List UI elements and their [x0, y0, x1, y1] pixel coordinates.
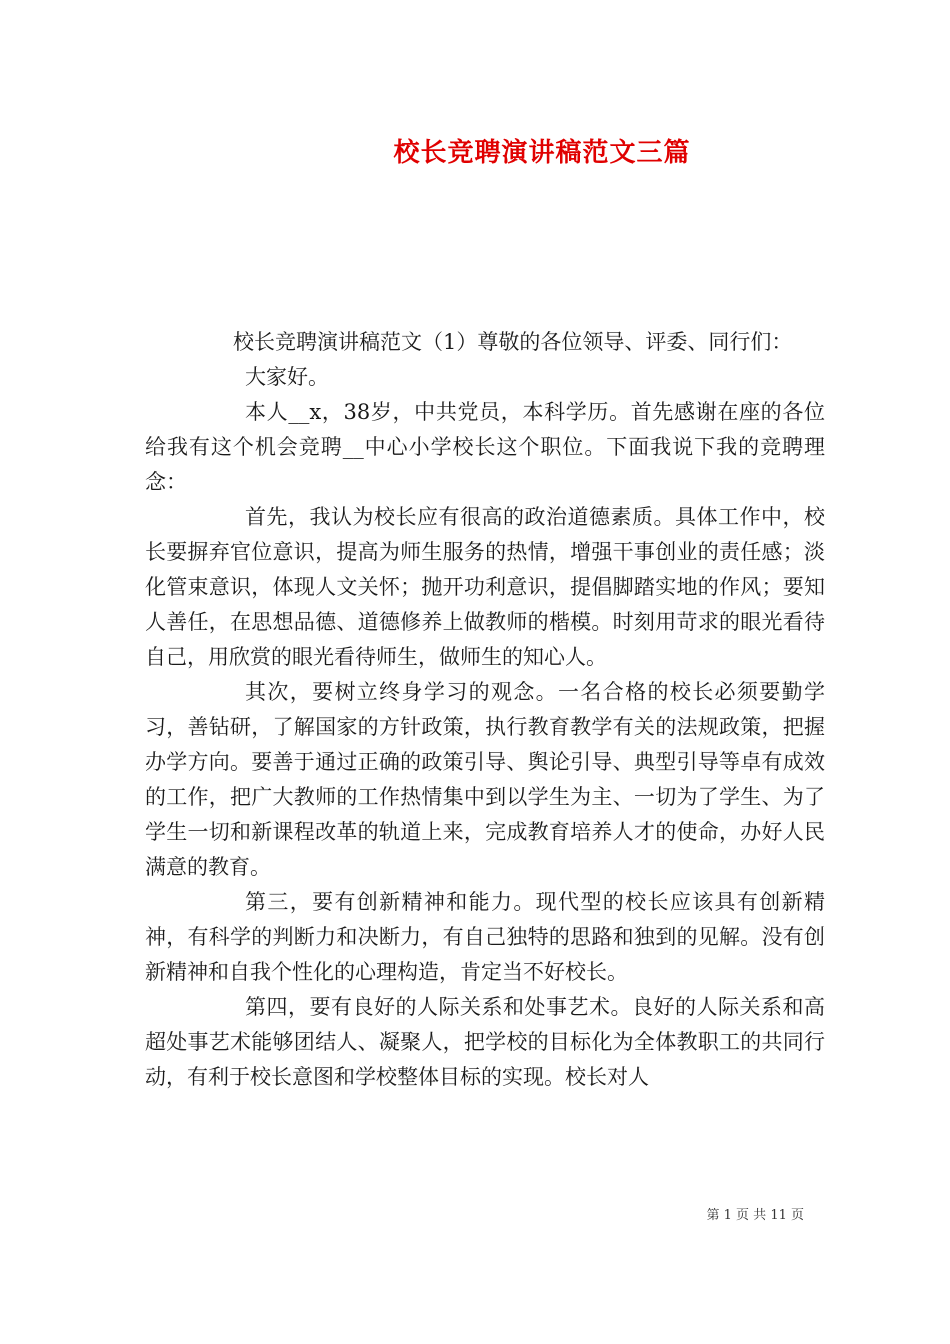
intro-paragraph: 本人__x，38岁，中共党员，本科学历。首先感谢在座的各位给我有这个机会竞聘__中心小学校长这个职位。下面我说下我的竞聘理念： [145, 400, 825, 494]
document-title: 校长竞聘演讲稿范文三篇 [393, 138, 691, 168]
point-three-paragraph: 第三，要有创新精神和能力。现代型的校长应该具有创新精神，有科学的判断力和决断力，有自己独特的思路和独到的见解。没有创新精神和自我个性化的心理构造，肯定当不好校长。 [145, 890, 825, 984]
page-number-footer: 第 1 页 共 11 页 [706, 1208, 804, 1223]
point-two-paragraph: 其次，要树立终身学习的观念。一名合格的校长必须要勤学习，善钻研，了解国家的方针政策，执行教育教学有关的法规政策，把握办学方向。要善于通过正确的政策引导、舆论引导、典型引导等卓有成效的工作，把广大教师的工作热情集中到以学生为主、一切为了学生、为了学生一切和新课程改革的轨道上来，完成教育培养人才的使命，办好人民满意的教育。 [145, 680, 825, 879]
point-one-paragraph: 首先，我认为校长应有很高的政治道德素质。具体工作中，校长要摒弃官位意识，提高为师生服务的热情，增强干事创业的责任感；淡化管束意识，体现人文关怀；抛开功利意识，提倡脚踏实地的作风；要知人善任，在思想品德、道德修养上做教师的楷模。时刻用苛求的眼光看待自己，用欣赏的眼光看待师生，做师生的知心人。 [145, 505, 825, 669]
document-body [145, 325, 825, 1095]
greeting-paragraph: 大家好。 [245, 365, 329, 389]
opening-line: 校长竞聘演讲稿范文（1）尊敬的各位领导、评委、同行们： [233, 330, 793, 354]
point-four-paragraph: 第四，要有良好的人际关系和处事艺术。良好的人际关系和高超处事艺术能够团结人、凝聚人，把学校的目标化为全体教职工的共同行动，有利于校长意图和学校整体目标的实现。校长对人 [145, 995, 825, 1089]
